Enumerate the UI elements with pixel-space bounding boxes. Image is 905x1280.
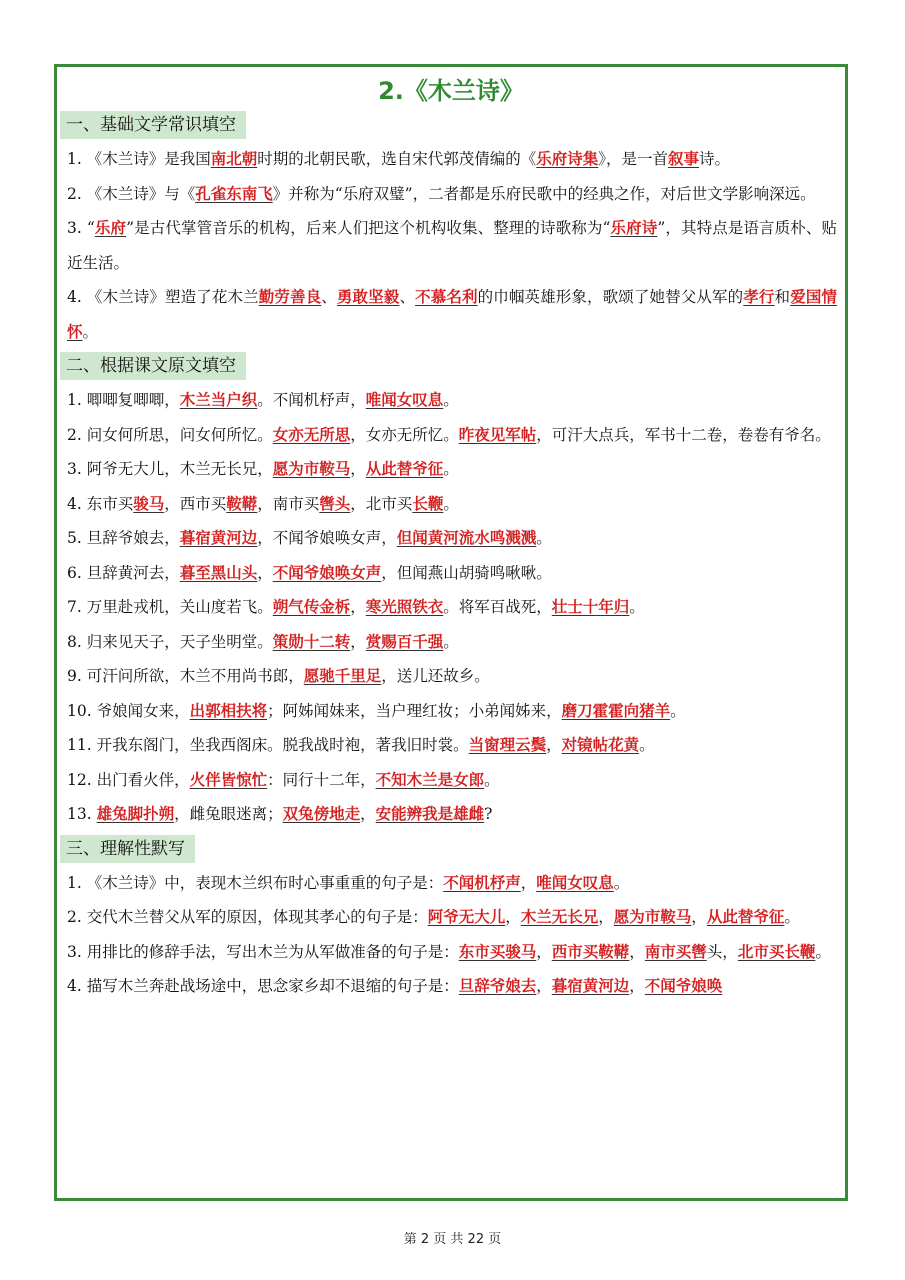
answer-text: 木兰无长兄 [520,907,599,926]
question-text: 9. 可汗问所欲，木兰不用尚书郎， [67,667,304,685]
answer-text: 阿爷无大儿 [427,907,506,926]
answer-text: 愿为市鞍马 [272,459,351,478]
answer-text: 不闻爷娘唤女声 [272,562,382,582]
answer-text: 不慕名利 [415,287,478,306]
answer-text: 双兔傍地走 [282,804,361,823]
question-item [57,797,845,832]
answer-text: 辔头 [319,493,351,513]
answer-text: 南北朝 [210,149,258,168]
question-item [57,452,845,487]
question-text: ，不闻爷娘唤女声， [257,529,397,547]
question-text: 2. 问女何所思，问女何所忆。 [67,425,273,444]
answer-text: 女亦无所思 [272,424,351,444]
answer-text: 但闻黄河流水鸣溅溅 [396,528,537,547]
question-text: 。 [484,770,500,789]
answer-text: 不知木兰是女郎 [375,769,485,789]
question-item [57,728,845,763]
answer-text: 策勋十二转 [272,631,351,651]
question-item [57,659,845,694]
answer-text: 长鞭 [412,493,444,513]
section-heading-wrap [57,111,845,142]
question-text: ，但闻燕山胡骑鸣啾啾。 [381,563,552,582]
question-text: ? [484,805,493,823]
answer-text: 骏马 [133,493,165,513]
question-text: 2. 《木兰诗》与《 [67,184,196,203]
question-text: 8. 归来见天子，天子坐明堂。 [67,632,273,651]
answer-text: 从此替爷征 [706,907,785,926]
question-text: ；阿姊闻妹来，当户理红妆；小弟闻姊来， [267,701,562,720]
question-item [57,935,845,970]
question-text: ，北市买 [350,494,413,513]
question-text: 。 [82,322,99,341]
question-text: 13. [67,805,97,823]
question-text: ， [257,563,273,582]
question-text: ，雌兔眼迷离； [174,805,283,823]
question-text: 》，是一首 [598,150,669,168]
question-text: ， [691,908,707,926]
answer-text: 东市买骏马 [458,941,537,961]
question-text: 时期的北朝民歌，选自宋代郭茂倩编的《 [257,150,537,168]
answer-text: 昨夜见军帖 [458,424,537,444]
question-text: ， [536,977,552,995]
answer-text: 出郭相扶将 [189,700,268,720]
answer-text: 叙事 [668,149,700,168]
answer-text: 爱国情怀 [67,287,837,341]
question-text: ，西市买 [164,494,227,513]
answer-text: 乐府诗集 [536,149,599,168]
question-item [57,280,845,349]
question-text: 。 [443,460,459,478]
question-text: ，女亦无所忆。 [350,425,459,444]
section-heading: 一、基础文学常识填空 [60,111,246,139]
question-item [57,211,845,280]
answer-text: 雄兔脚扑朔 [96,804,175,823]
answer-text: 北市买长鞭 [737,941,816,961]
question-text: 、 [321,288,337,306]
question-text: ，南市买 [257,494,320,513]
question-text: 头， [706,942,738,961]
question-text: 。 [443,391,459,409]
question-text: 》并称为“乐府双璧”，二者都是乐府民歌中的经典之作，对后世文学影响深远。 [272,184,816,203]
answer-text: 旦辞爷娘去 [458,976,537,995]
answer-text: 乐府 [94,218,127,237]
answer-text: 寒光照铁衣 [365,597,444,616]
worksheet-content [57,111,845,1004]
answer-text: 朔气传金柝 [272,597,351,616]
question-text: 。将军百战死， [443,598,552,616]
question-text: ， [546,736,562,754]
question-text: ， [350,460,366,478]
page-title: 2.《木兰诗》 [378,77,524,105]
question-item [57,418,845,453]
answer-text: 勤劳善良 [258,287,322,306]
answer-text: 火伴皆惊忙 [189,769,268,789]
section-heading: 三、理解性默写 [60,835,195,863]
question-item [57,142,845,177]
answer-text: 不闻爷娘唤 [644,976,723,995]
question-text: 10. 爷娘闻女来， [67,701,190,720]
answer-text: 木兰当户织 [179,390,258,409]
question-text: 3. 阿爷无大儿，木兰无长兄， [67,460,273,478]
question-text: ， [350,632,366,651]
question-text: 5. 旦辞爷娘去， [67,529,180,547]
question-text: 3. 用排比的修辞手法，写出木兰为从军做准备的句子是： [67,942,459,961]
question-text: 。 [639,736,655,754]
answer-text: 乐府诗 [610,218,658,237]
question-text: ， [629,977,645,995]
question-item [57,556,845,591]
question-text: 。不闻机杼声， [257,391,366,409]
question-text: 、 [399,288,416,306]
question-text: 1. 《木兰诗》中，表现木兰织布时心事重重的句子是： [67,873,444,892]
question-text: 11. 开我东阁门，坐我西阁床。脱我战时袍，著我旧时裳。 [67,736,469,754]
answer-text: 赏赐百千强 [365,631,444,651]
question-text: 3. “ [67,219,95,237]
answer-text: 暮至黑山头 [179,562,258,582]
question-item [57,694,845,729]
worksheet-frame [54,64,848,1201]
question-text: ， [360,805,376,823]
question-text: 。 [784,908,800,926]
answer-text: 孝行 [743,287,775,306]
question-text: ，可汗大点兵，军书十二卷，卷卷有爷名。 [536,425,831,444]
answer-text: 不闻机杼声 [443,872,521,892]
question-text: 1. 唧唧复唧唧， [67,391,180,409]
question-item [57,900,845,935]
question-text: 。 [443,494,459,513]
question-text: ：同行十二年， [267,770,376,789]
answer-text: 从此替爷征 [365,459,444,478]
section-heading-wrap [57,352,845,383]
answer-text: 孔雀东南飞 [195,183,273,203]
question-text: 1. 《木兰诗》是我国 [67,150,211,168]
question-text: ， [629,942,645,961]
question-text: 4. 东市买 [67,494,134,513]
answer-text: 对镜帖花黄 [561,735,640,754]
question-text: 诗。 [699,150,731,168]
answer-text: 暮宿黄河边 [179,528,258,547]
section-heading: 二、根据课文原文填空 [60,352,246,380]
answer-text: 南市买辔 [644,941,707,961]
answer-text: 唯闻女叹息 [536,872,614,892]
answer-text: 唯闻女叹息 [365,390,444,409]
answer-text: 当窗理云鬓 [468,735,547,754]
question-text: 。 [443,632,459,651]
question-text: 。 [670,701,686,720]
answer-text: 暮宿黄河边 [551,976,630,995]
question-text: 的巾帼英雄形象，歌颂了她替父从军的 [477,288,744,306]
section-heading-wrap [57,835,845,866]
answer-text: 勇敢坚毅 [336,287,400,306]
question-text: 7. 万里赴戎机，关山度若飞。 [67,598,273,616]
question-text: 和 [774,288,791,306]
question-item [57,866,845,901]
question-text: 。 [536,529,552,547]
question-item [57,521,845,556]
question-text: 6. 旦辞黄河去， [67,563,180,582]
question-text: ， [598,908,614,926]
question-item [57,590,845,625]
question-text: 2. 交代木兰替父从军的原因，体现其孝心的句子是： [67,908,428,926]
question-text: ， [520,873,537,892]
question-item [57,177,845,212]
question-item [57,487,845,522]
answer-text: 壮士十年归 [551,597,630,616]
question-text: ”，其特点是语言质朴、贴近生活。 [67,219,837,272]
question-item [57,763,845,798]
question-text: 。 [613,873,630,892]
question-text: ”是古代掌管音乐的机构，后来人们把这个机构收集、整理的诗歌称为“ [126,219,611,237]
question-text: ， [350,598,366,616]
answer-text: 鞍鞯 [226,493,258,513]
question-text: 4. 《木兰诗》塑造了花木兰 [67,288,259,306]
question-text: 。 [815,942,831,961]
question-item [57,383,845,418]
answer-text: 安能辨我是雄雌 [375,804,485,823]
answer-text: 愿驰千里足 [303,666,382,685]
question-text: ，送儿还故乡。 [381,667,490,685]
question-item [57,625,845,660]
question-text: ， [536,942,552,961]
answer-text: 磨刀霍霍向猪羊 [561,700,671,720]
question-text: 。 [629,598,645,616]
answer-text: 愿为市鞍马 [613,907,692,926]
question-text: 4. 描写木兰奔赴战场途中，思念家乡却不退缩的句子是： [67,977,459,995]
answer-text: 西市买鞍鞯 [551,941,630,961]
question-text: ， [505,908,521,926]
question-item [57,969,845,1004]
question-text: 12. 出门看火伴， [67,770,190,789]
page-footer: 第 2 页 共 22 页 [403,1232,502,1247]
